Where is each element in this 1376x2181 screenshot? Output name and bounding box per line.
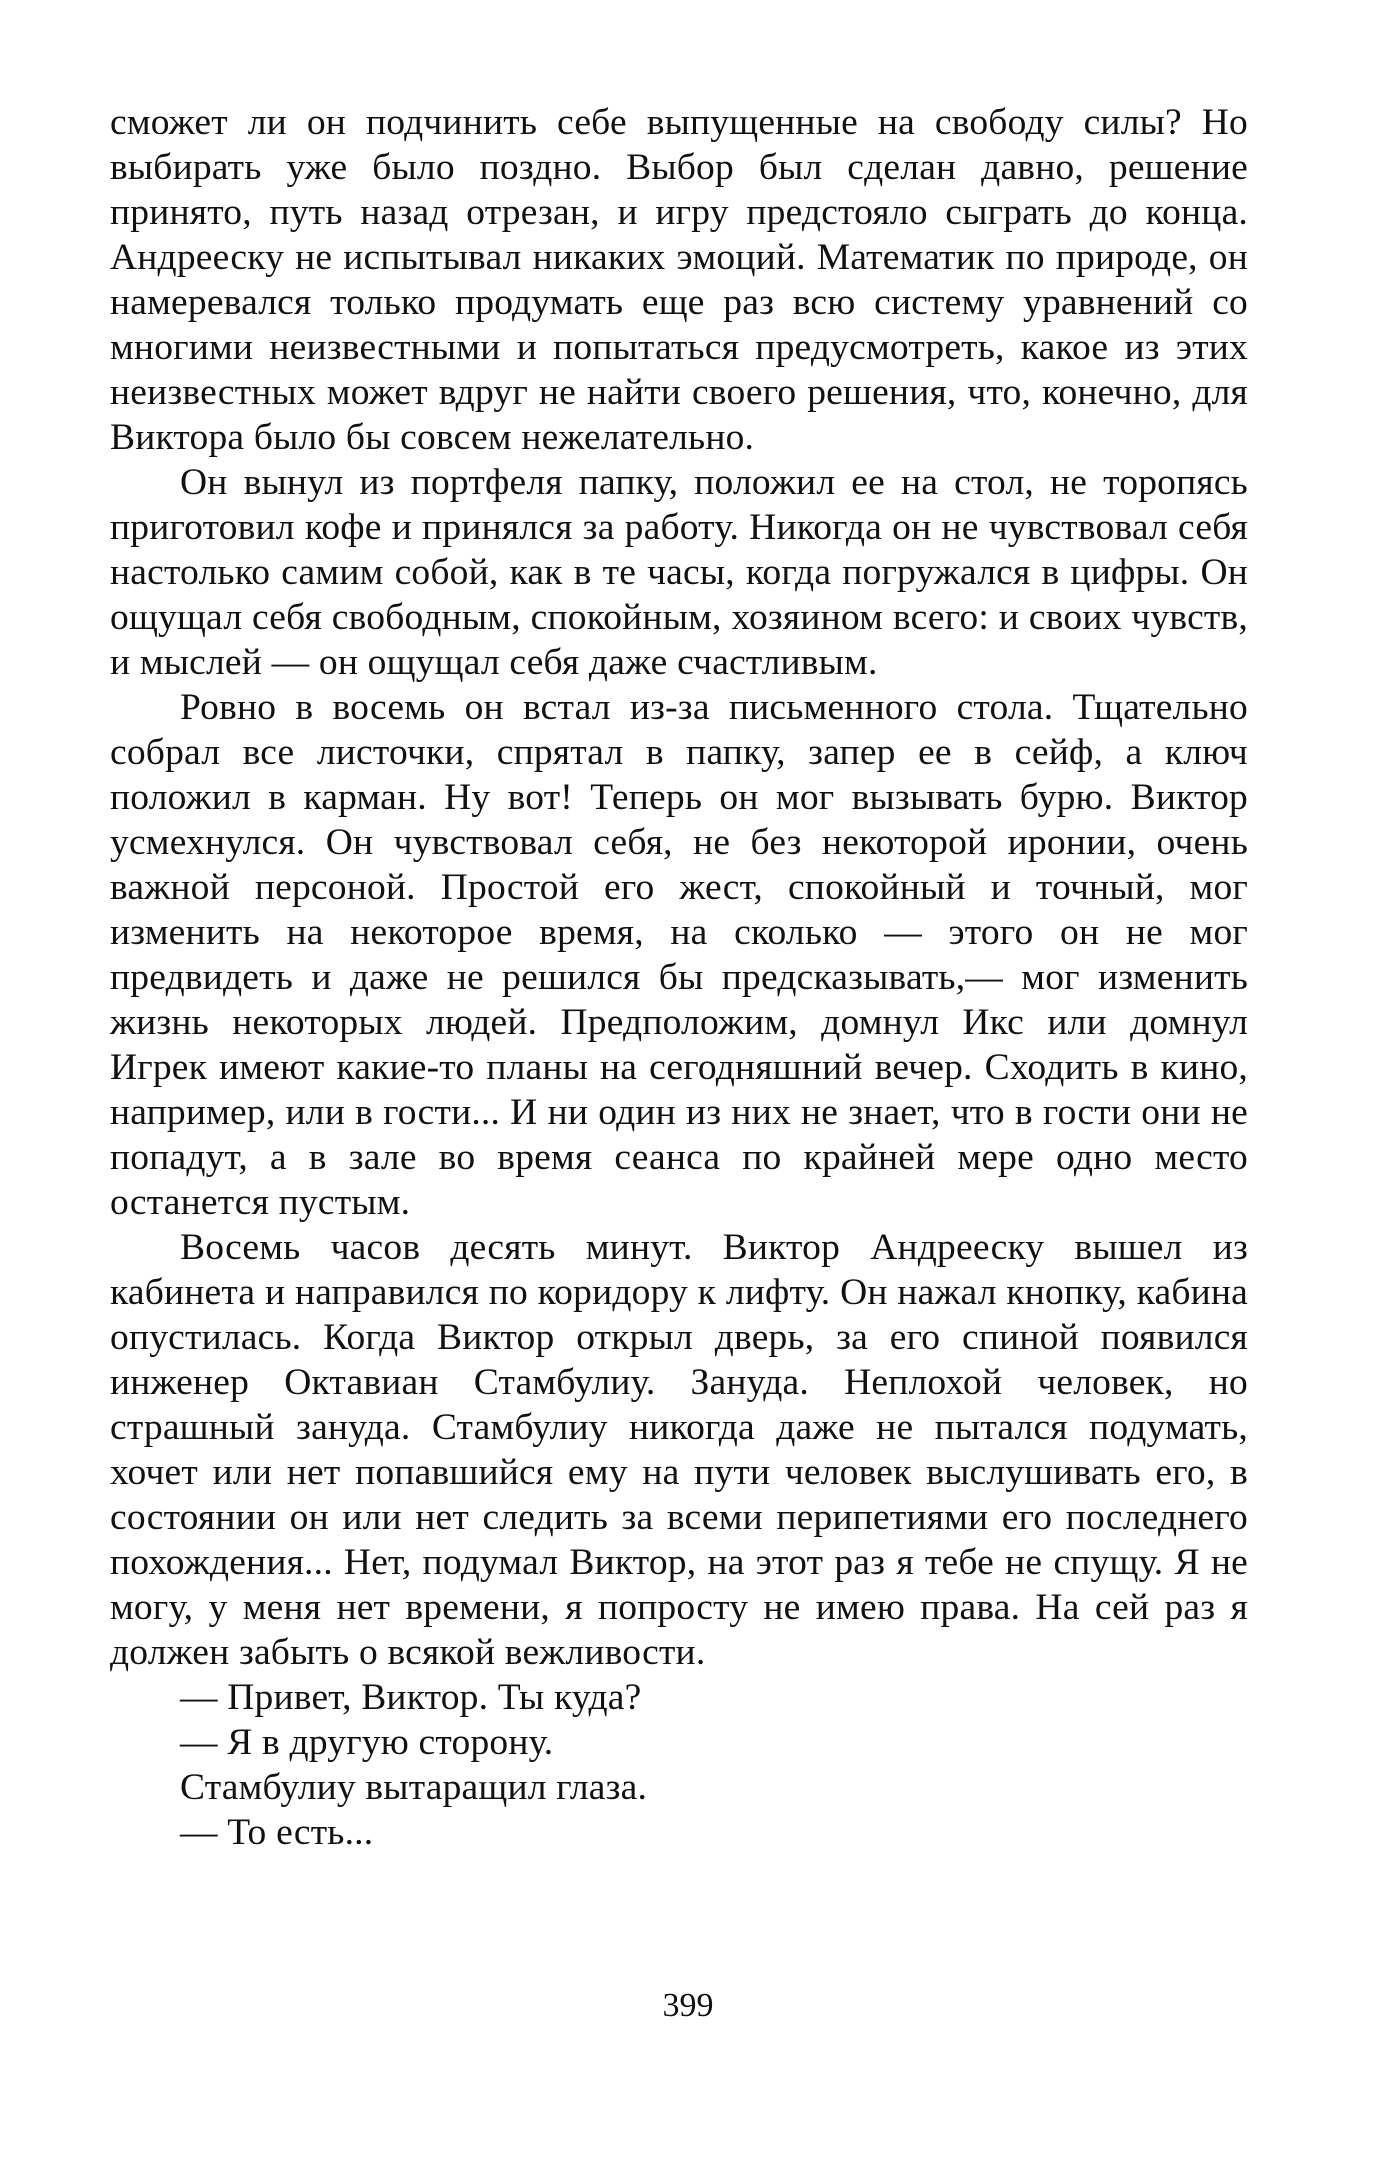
paragraph-4: Восемь часов десять минут. Виктор Андрееску вышел из кабинета и направился по коридору к лифту. Он нажал кнопку, кабина опустилась. Когда Виктор открыл дверь, за его спиной появился инженер Октавиан Стамбулиу. Зануда. Неплохой человек, но страшный зануда. Стамбулиу никогда даже не пытался подумать, хочет или нет попавшийся ему на пути человек выслушивать его, в состоянии он или нет следить за всеми перипетиями его последнего похождения... Нет, подумал Виктор, на этот раз я тебе не спущу. Я не могу, у меня нет времени, я попросту не имею права. На сей раз я должен забыть о всякой вежливости. — [110, 1227, 1248, 1673]
narration-line: Стамбулиу вытаращил глаза. — [180, 1767, 648, 1808]
dialogue-line-2: — Я в другую сторону. — [180, 1722, 554, 1763]
paragraph-2: Он вынул из портфеля папку, положил ее на стол, не торопясь приготовил кофе и принялся за работу. Никогда он не чувствовал себя настолько самим собой, как в те часы, когда погружался в цифры. Он ощущал себя свободным, спокойным, хозяином всего: и своих чувств, и мыслей — он ощущал себя даже счастливым. — [110, 462, 1248, 683]
paragraph-3: Ровно в восемь он встал из-за письменного стола. Тщательно собрал все листочки, спрятал в папку, запер ее в сейф, а ключ положил в карман. Ну вот! Теперь он мог вызывать бурю. Виктор усмехнулся. Он чувствовал себя, не без некоторой иронии, очень важной персоной. Простой его жест, спокойный и точный, мог изменить на некоторое время, на сколько — этого он не мог предвидеть и даже не решился бы предсказывать,— мог изменить жизнь некоторых людей. Предположим, домнул Икс или домнул Игрек имеют какие-то планы на сегодняшний вечер. Сходить в кино, например, или в гости... И ни один из них не знает, что в гости они не попадут, а в зале во время сеанса по крайней мере одно место останется пустым. — [110, 687, 1248, 1223]
body-text — [110, 100, 1248, 1855]
dialogue-line-1: — Привет, Виктор. Ты куда? — [180, 1677, 642, 1718]
paragraph-1: сможет ли он подчинить себе выпущенные на свободу силы? Но выбирать уже было поздно. Выбор был сделан давно, решение принято, путь назад отрезан, и игру предстояло сыграть до конца. Андрееску не испытывал никаких эмоций. Математик по природе, он намеревался только продумать еще раз всю систему уравнений со многими неизвестными и попытаться предусмотреть, какое из этих неизвестных может вдруг не найти своего решения, что, конечно, для Виктора было бы совсем нежелательно. — [110, 102, 1248, 458]
dialogue-line-3: — То есть... — [180, 1812, 374, 1853]
page-number: 399 — [662, 1987, 714, 2024]
